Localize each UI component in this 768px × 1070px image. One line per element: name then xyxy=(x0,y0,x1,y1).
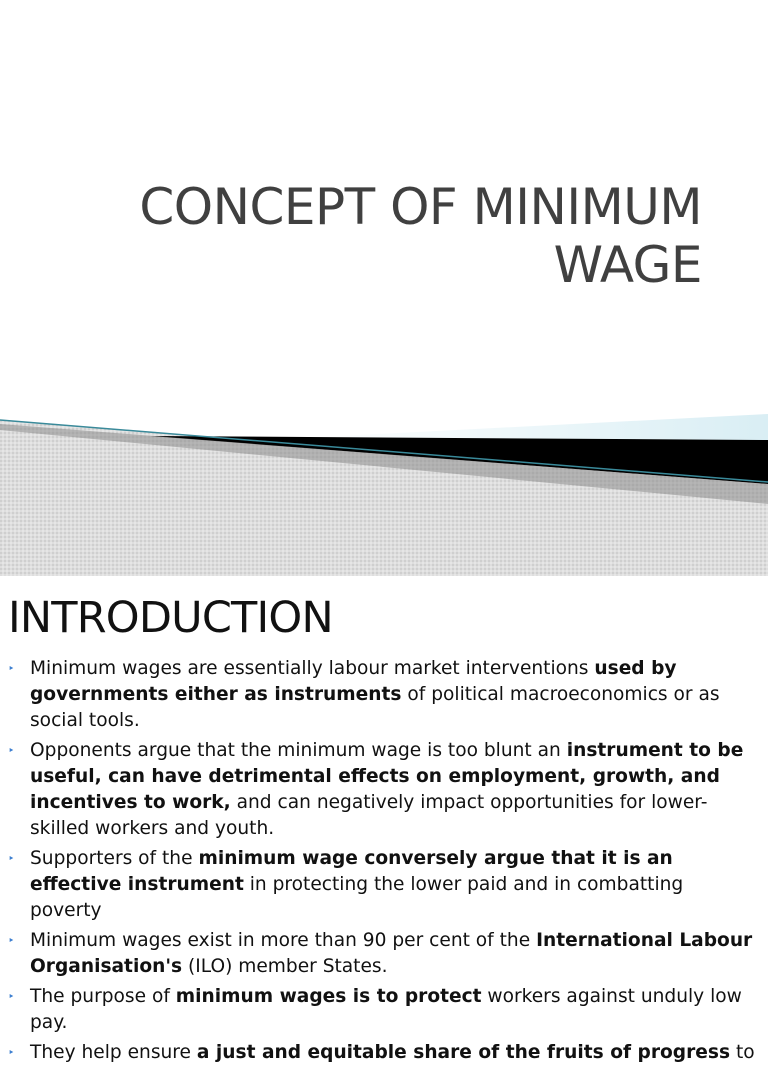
bullet-marker-icon: ‣ xyxy=(8,1046,15,1059)
bullet-item xyxy=(8,984,758,1036)
bullet-emphasis: used by governments either as instruments xyxy=(30,658,677,705)
introduction-slide xyxy=(0,576,768,1063)
bullet-list xyxy=(8,656,758,1070)
bullet-item xyxy=(8,846,758,924)
bullet-marker-icon: ‣ xyxy=(8,744,15,757)
bullet-text: and can negatively impact opportunities for lower-skilled workers and youth. xyxy=(30,792,708,839)
slide-title-line-2: WAGE xyxy=(553,236,702,294)
bullet-marker-icon: ‣ xyxy=(8,852,15,865)
bullet-item xyxy=(8,928,758,980)
bullet-emphasis: a just and equitable share of the fruits of progress xyxy=(196,1042,731,1063)
bullet-marker-icon: ‣ xyxy=(8,934,15,947)
bullet-text: They help ensure xyxy=(30,1042,197,1063)
bullet-text: to xyxy=(730,1042,755,1063)
bullet-text: workers against unduly low pay. xyxy=(30,986,742,1033)
bullet-text: Minimum wages are essentially labour market interventions xyxy=(30,658,595,679)
bullet-text: (ILO) member States. xyxy=(182,956,388,977)
bullet-item xyxy=(8,738,758,842)
slide-title-line-1: CONCEPT OF MINIMUM xyxy=(139,178,702,236)
bullet-text: The purpose of xyxy=(30,986,176,1007)
bullet-text: Supporters of the xyxy=(30,848,199,869)
decoration-pale-wedge xyxy=(300,414,768,440)
bullet-marker-icon: ‣ xyxy=(8,990,15,1003)
slide-decoration xyxy=(0,400,768,576)
slide-title xyxy=(139,178,702,294)
bullet-item xyxy=(8,1040,758,1066)
bullet-text: of political macroeconomics or as social tools. xyxy=(30,684,720,731)
bullet-emphasis: instrument to be useful, can have detrimental effects on employment, growth, and incentives to work, xyxy=(30,740,744,813)
bullet-text: in protecting the lower paid and in combatting poverty xyxy=(30,874,684,921)
bullet-emphasis: minimum wage conversely argue that it is an effective instrument xyxy=(30,848,673,895)
bullet-marker-icon: ‣ xyxy=(8,662,15,675)
bullet-text: Minimum wages exist in more than 90 per cent of the xyxy=(30,930,537,951)
bullet-emphasis: minimum wages is to protect xyxy=(175,986,482,1007)
bullet-item xyxy=(8,656,758,734)
bullet-emphasis: International Labour Organisation's xyxy=(30,930,753,977)
introduction-heading: INTRODUCTION xyxy=(8,593,333,643)
bullet-text: Opponents argue that the minimum wage is too blunt an xyxy=(30,740,567,761)
